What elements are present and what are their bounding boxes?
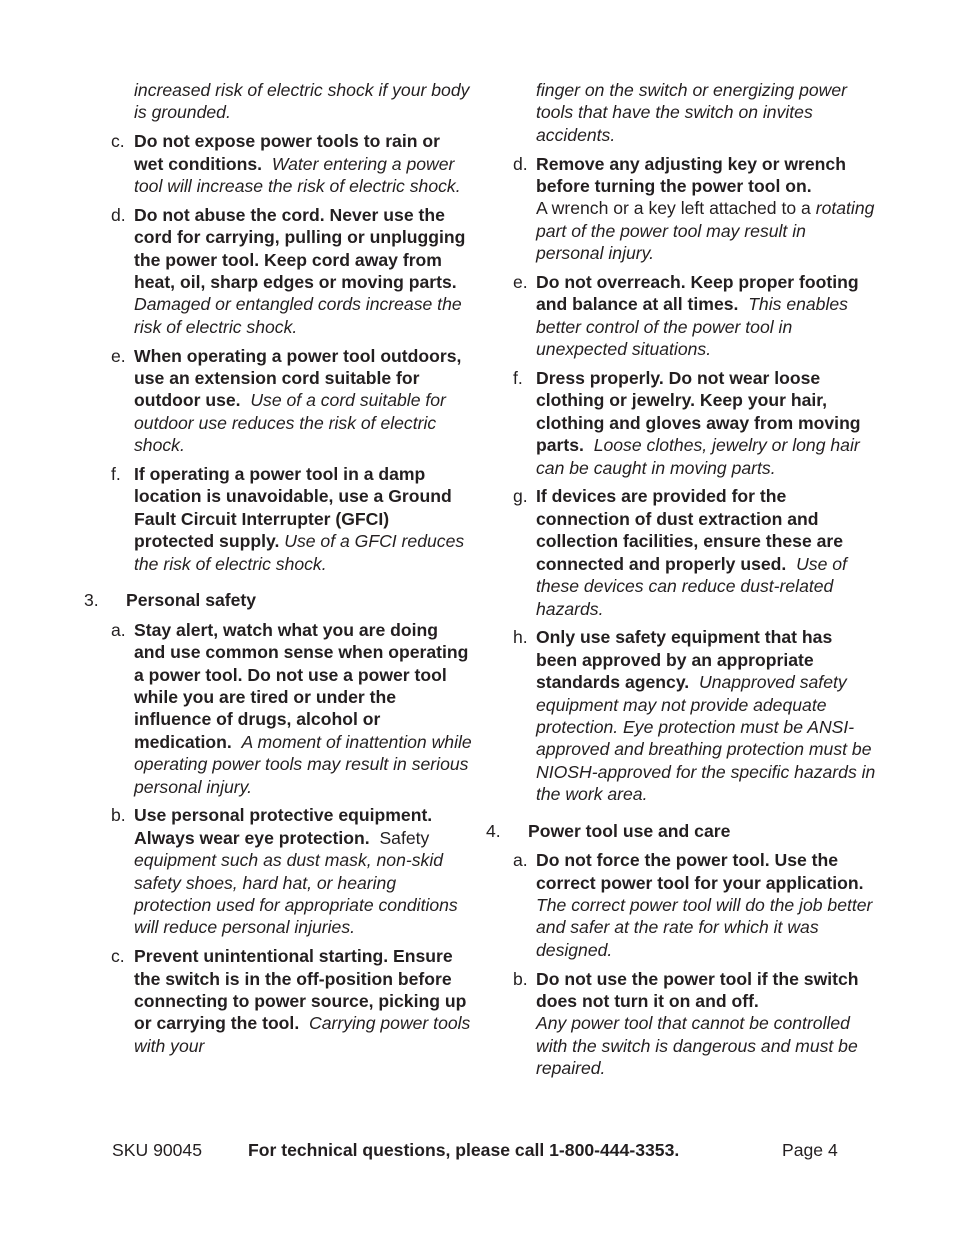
item-instruction: Do not force the power tool. Use the correct power tool for your application.	[536, 850, 864, 893]
item-letter: d.	[513, 153, 528, 174]
item-instruction: Stay alert, watch what you are doing and use common sense when operating a power tool. Do not use a power tool while you are tired or under the influence of drugs, alcohol or medication.	[134, 619, 469, 752]
continued-text: increased risk of electric shock if your body is grounded.	[134, 80, 470, 123]
item-letter: f.	[111, 464, 121, 485]
list-item	[486, 849, 876, 961]
list-item	[84, 130, 474, 197]
left-column	[84, 79, 474, 1064]
item-instruction: Do not overreach. Keep proper footing and balance at all times.	[536, 272, 859, 315]
item-explanation: Use of a GFCI reduces the risk of electric shock.	[134, 531, 465, 574]
item-letter: e.	[111, 345, 126, 366]
item-explanation: The correct power tool will do the job better and safer at the rate for which it was designed.	[536, 894, 873, 960]
sku-number: SKU 90045	[112, 1140, 202, 1160]
item-letter: b.	[513, 968, 528, 989]
item-letter: a.	[111, 619, 126, 640]
item-instruction: If devices are provided for the connection of dust extraction and collection facilities, ensure these are connected and properly used.	[536, 486, 844, 574]
item-explanation: Use of these devices can reduce dust-related hazards.	[536, 553, 847, 619]
item-instruction: Use personal protective equipment. Always wear eye protection.	[134, 805, 433, 848]
item-explanation-plain: A wrench or a key left attached to a	[536, 198, 811, 219]
item-explanation: This enables better control of the power tool in unexpected situations.	[536, 294, 848, 360]
item-explanation: equipment such as dust mask, non-skid safety shoes, hard hat, or hearing protection used for appropriate conditions will reduce personal injuries.	[134, 850, 458, 938]
item-instruction: Dress properly. Do not wear loose clothing or jewelry. Keep your hair, clothing and gloves away from moving parts.	[536, 368, 861, 456]
list-item	[486, 153, 876, 265]
item-letter: b.	[111, 805, 126, 826]
right-column	[486, 79, 876, 1086]
list-item	[84, 619, 474, 798]
list-item	[84, 345, 474, 457]
item-letter: c.	[111, 131, 125, 152]
list-item	[486, 367, 876, 479]
list-item	[486, 968, 876, 1080]
item-instruction: Prevent unintentional starting. Ensure the switch is in the off-position before connecting to power source, picking up or carrying the tool.	[134, 946, 467, 1034]
item-explanation: Unapproved safety equipment may not provide adequate protection. Eye protection must be ANSI-approved and breathing protection must be NIOSH-approved for the specific hazards in the work area.	[536, 672, 876, 805]
item-explanation: Loose clothes, jewelry or long hair can be caught in moving parts.	[536, 435, 860, 478]
item-explanation: Carrying power tools with your	[134, 1013, 471, 1056]
list-item	[486, 271, 876, 361]
item-explanation: A moment of inattention while operating power tools may result in serious personal injury.	[134, 731, 472, 797]
page-footer	[0, 1139, 954, 1163]
item-letter: e.	[513, 272, 528, 293]
item-letter: h.	[513, 627, 528, 648]
item-letter: g.	[513, 486, 528, 507]
item-explanation: Use of a cord suitable for outdoor use reduces the risk of electric shock.	[134, 390, 446, 456]
continued-text: finger on the switch or energizing power tools that have the switch on invites accidents.	[536, 80, 847, 145]
list-item	[486, 485, 876, 619]
list-item	[486, 626, 876, 805]
item-explanation: Any power tool that cannot be controlled with the switch is dangerous and must be repaired.	[536, 1013, 858, 1079]
section-heading	[486, 820, 876, 842]
page-number: Page 4	[782, 1140, 838, 1160]
list-item	[84, 945, 474, 1057]
item-instruction: Remove any adjusting key or wrench before turning the power tool on.	[536, 153, 846, 197]
item-letter: a.	[513, 850, 528, 871]
item-explanation-plain: Safety	[379, 827, 430, 848]
item-instruction: When operating a power tool outdoors, use an extension cord suitable for outdoor use.	[134, 345, 462, 411]
item-instruction: Do not expose power tools to rain or wet conditions.	[134, 131, 440, 174]
list-item	[84, 804, 474, 938]
section-number: 4.	[486, 820, 501, 841]
list-item	[84, 463, 474, 575]
tech-support-line: For technical questions, please call 1-800-444-3353.	[248, 1140, 680, 1160]
section-title: Personal safety	[126, 590, 257, 611]
item-instruction: Do not use the power tool if the switch does not turn it on and off.	[536, 968, 859, 1011]
item-instruction: Do not abuse the cord. Never use the cord for carrying, pulling or unplugging the power tool. Keep cord away from heat, oil, sharp edges or moving parts.	[134, 204, 466, 293]
list-item	[84, 204, 474, 338]
section-number: 3.	[84, 590, 99, 611]
section-title: Power tool use and care	[528, 820, 731, 841]
item-instruction: Only use safety equipment that has been approved by an appropriate standards agency.	[536, 627, 833, 693]
item-letter: f.	[513, 368, 523, 389]
item-letter: c.	[111, 946, 125, 967]
item-explanation: Damaged or entangled cords increase the risk of electric shock.	[134, 294, 462, 337]
item-letter: d.	[111, 204, 126, 225]
item-explanation: Water entering a power tool will increase the risk of electric shock.	[134, 153, 461, 197]
item-explanation: rotating part of the power tool may result in personal injury.	[536, 198, 875, 264]
section-heading	[84, 589, 474, 611]
item-instruction: If operating a power tool in a damp location is unavoidable, use a Ground Fault Circuit Interrupter (GFCI) protected supply.	[134, 464, 452, 552]
